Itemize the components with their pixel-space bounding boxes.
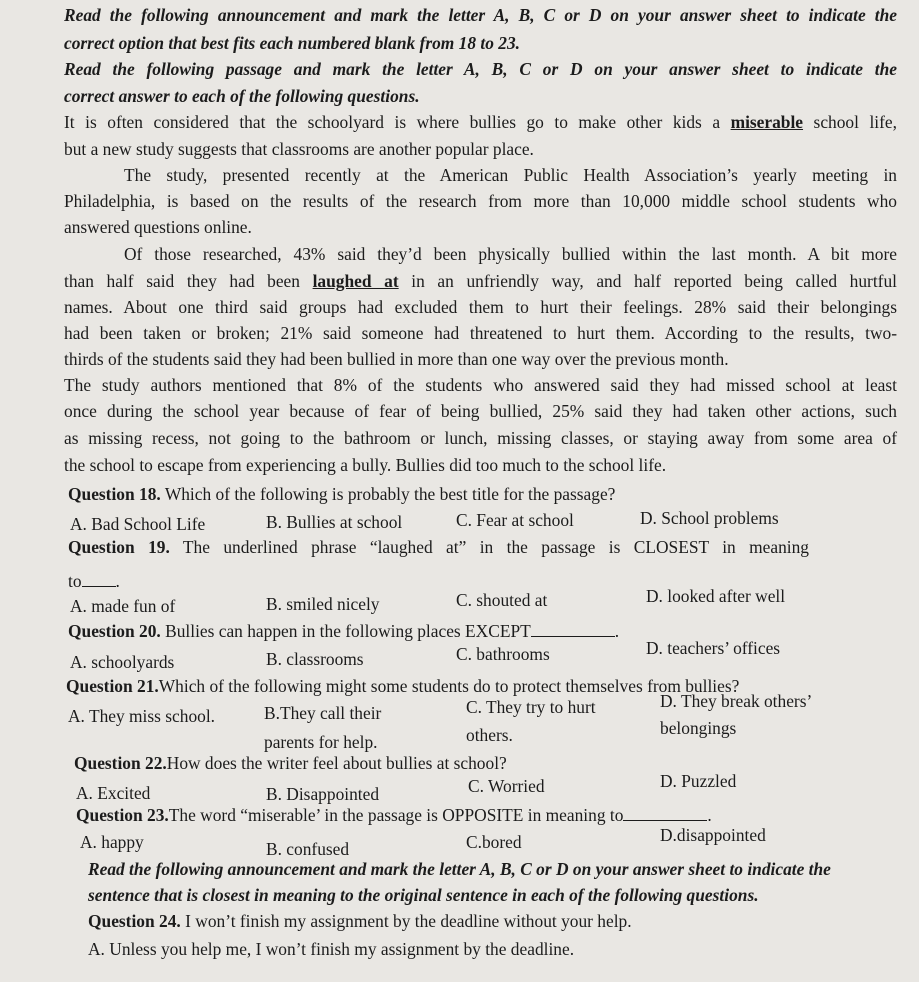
q20-option-d[interactable]: D. teachers’ offices [646, 638, 781, 658]
question-label: Question 18. [68, 484, 161, 504]
instruction-passage-line-2: correct answer to each of the following questions. [64, 86, 420, 106]
q22-option-c[interactable]: C. Worried [468, 776, 545, 796]
option-text: parents for help. [264, 732, 378, 752]
passage-p2-line-3: answered questions online. [64, 217, 252, 237]
instruction-passage-line-1: Read the following passage and mark the letter A, B, C or D on your answer sheet to indicate the [64, 59, 897, 79]
passage-p4-line-3: as missing recess, not going to the bathroom or lunch, missing classes, or staying away from some area of [64, 428, 897, 448]
answer-blank[interactable] [531, 622, 615, 637]
q23-option-d[interactable]: D.disappointed [660, 825, 766, 845]
q18-option-c[interactable]: C. Fear at school [456, 510, 574, 530]
passage-p1-line-2: but a new study suggests that classrooms are another popular place. [64, 139, 534, 159]
question-label: Question 20. [68, 621, 161, 641]
question-24 [88, 910, 897, 932]
question-text: The underlined phrase “laughed at” in the passage is CLOSEST in meaning [182, 537, 809, 557]
question-label: Question 19. [68, 537, 170, 557]
question-23: Question 23.The word “miserable’ in the passage is OPPOSITE in meaning to . [76, 805, 712, 825]
question-text: I won’t finish my assignment by the deadline without your help. [185, 911, 632, 931]
answer-blank[interactable] [82, 572, 116, 587]
passage-p4-line-4: the school to escape from experiencing a bully. Bullies did too much to the school life. [64, 455, 667, 475]
option-text: C. They try to hurt [466, 697, 596, 717]
question-19 [68, 536, 809, 558]
instruction-announcement-line-1: Read the following announcement and mark the letter A, B, C or D on your answer sheet to indicate the [64, 5, 897, 25]
question-text: The word “miserable’ in the passage is OPPOSITE in meaning to [168, 805, 624, 825]
question-text: Which of the following is probably the best title for the passage? [164, 484, 616, 504]
passage-p2-line-1: The study, presented recently at the American Public Health Association’s yearly meeting in [124, 165, 897, 185]
q19-option-b[interactable]: B. smiled nicely [266, 594, 380, 614]
passage-text: school life, [813, 112, 897, 132]
question-text: Bullies can happen in the following places EXCEPT [165, 621, 531, 641]
q18-option-d[interactable]: D. School problems [640, 508, 779, 528]
option-text: B.They call their [264, 703, 382, 723]
underlined-word-miserable: miserable [730, 112, 804, 132]
q19-option-a[interactable]: A. made fun of [70, 596, 176, 616]
passage-text: It is often considered that the schoolyard is where bullies go to make other kids a [64, 112, 721, 132]
passage-p3-line-3: names. About one third said groups had excluded them to hurt their feelings. 28% said their belongings [64, 297, 897, 317]
q21-option-c[interactable] [466, 696, 596, 746]
passage-p1-line-1 [64, 111, 897, 133]
q24-option-a[interactable]: A. Unless you help me, I won’t finish my assignment by the deadline. [88, 939, 575, 959]
q18-option-a[interactable]: A. Bad School Life [70, 514, 206, 534]
question-20: Question 20. Bullies can happen in the following places EXCEPT . [68, 621, 620, 641]
passage-p3-line-1: Of those researched, 43% said they’d been physically bullied within the last month. A bit more [124, 244, 897, 264]
instruction-announcement-line-2: correct option that best fits each numbered blank from 18 to 23. [64, 33, 521, 53]
q18-option-b[interactable]: B. Bullies at school [266, 512, 403, 532]
q20-option-b[interactable]: B. classrooms [266, 649, 364, 669]
q23-option-a[interactable]: A. happy [80, 832, 144, 852]
passage-p3-line-5: thirds of the students said they had been bullied in more than one way over the previous month. [64, 349, 729, 369]
q20-option-c[interactable]: C. bathrooms [456, 644, 550, 664]
question-text: How does the writer feel about bullies at school? [166, 753, 507, 773]
option-text: belongings [660, 718, 737, 738]
q21-option-d[interactable] [660, 690, 812, 739]
q23-option-c[interactable]: C.bored [466, 832, 522, 852]
q22-option-a[interactable]: A. Excited [76, 783, 151, 803]
question-19-continued: to . [68, 571, 120, 591]
answer-blank[interactable] [623, 806, 707, 821]
question-label: Question 22. [74, 753, 167, 773]
instruction-sentence-line-1: Read the following announcement and mark the letter A, B, C or D on your answer sheet to indicate the [88, 859, 831, 879]
underlined-phrase-laughed-at: laughed at [312, 271, 399, 291]
passage-p4-line-1: The study authors mentioned that 8% of the students who answered said they had missed school at least [64, 375, 897, 395]
question-text: to [68, 571, 82, 591]
question-text: Which of the following might some students do to protect themselves from bullies? [158, 676, 740, 696]
question-label: Question 21. [66, 676, 159, 696]
q19-option-d[interactable]: D. looked after well [646, 586, 786, 606]
q23-option-b[interactable]: B. confused [266, 839, 350, 859]
passage-text: in an unfriendly way, and half reported being called hurtful [411, 271, 897, 291]
q21-option-a[interactable]: A. They miss school. [68, 706, 216, 726]
q20-option-a[interactable]: A. schoolyards [70, 652, 175, 672]
question-label: Question 24. [88, 911, 181, 931]
passage-p4-line-2: once during the school year because of fear of being bullied, 25% said they had taken other actions, such [64, 401, 897, 421]
passage-text: than half said they had been [64, 271, 300, 291]
question-label: Question 23. [76, 805, 169, 825]
passage-p2-line-2: Philadelphia, is based on the results of the research from more than 10,000 middle school students who [64, 191, 897, 211]
passage-p3-line-2 [64, 270, 897, 292]
passage-p3-line-4: had been taken or broken; 21% said someone had threatened to hurt them. According to the results, two- [64, 323, 897, 343]
question-22 [74, 752, 897, 774]
q19-option-c[interactable]: C. shouted at [456, 590, 548, 610]
q21-option-b[interactable] [264, 702, 381, 753]
option-text: D. They break others’ [660, 691, 813, 711]
q22-option-b[interactable]: B. Disappointed [266, 784, 380, 804]
question-18 [68, 483, 897, 505]
instruction-sentence-line-2: sentence that is closest in meaning to the original sentence in each of the following questions. [88, 885, 759, 905]
option-text: others. [466, 725, 513, 745]
q22-option-d[interactable]: D. Puzzled [660, 771, 737, 791]
